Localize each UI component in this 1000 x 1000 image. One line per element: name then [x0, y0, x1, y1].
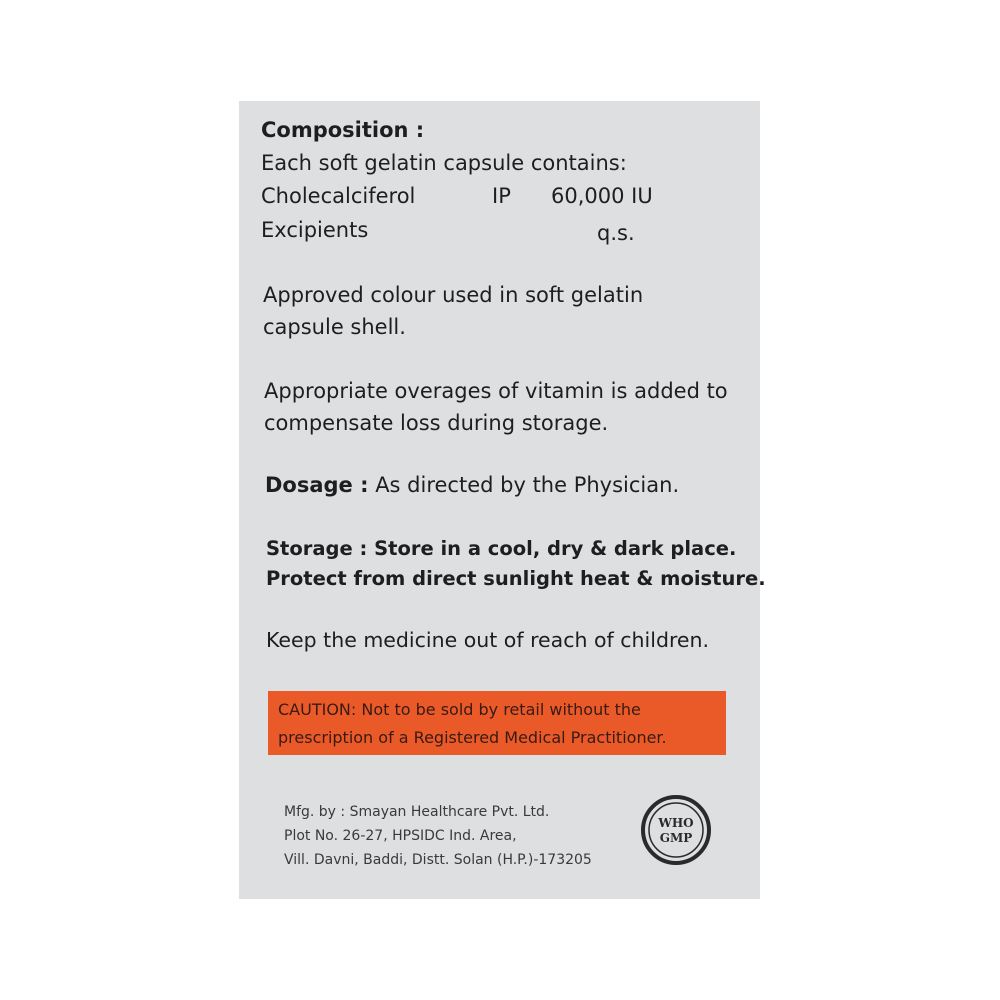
manufacturer-line3: Vill. Davni, Baddi, Distt. Solan (H.P.)-173205: [284, 852, 592, 868]
children-note: Keep the medicine out of reach of children.: [266, 628, 710, 652]
excipients-amount: q.s.: [597, 221, 635, 245]
ingredient-name: Cholecalciferol: [261, 184, 416, 208]
composition-intro: Each soft gelatin capsule contains:: [261, 151, 627, 175]
logo-text-gmp: GMP: [659, 831, 693, 845]
composition-heading: Composition :: [261, 118, 425, 142]
dosage-label: Dosage :: [265, 473, 369, 497]
label-card: [239, 101, 766, 899]
ingredient-amount: 60,000 IU: [551, 184, 653, 208]
storage-line2: Protect from direct sunlight heat & moisture.: [266, 567, 766, 590]
manufacturer-line2: Plot No. 26-27, HPSIDC Ind. Area,: [284, 828, 517, 844]
caution-line2: prescription of a Registered Medical Practitioner.: [278, 728, 667, 747]
manufacturer-line1: Mfg. by : Smayan Healthcare Pvt. Ltd.: [284, 804, 550, 820]
colour-note-line1: Approved colour used in soft gelatin: [263, 283, 644, 307]
overage-note-line2: compensate loss during storage.: [264, 411, 609, 435]
excipients-name: Excipients: [261, 218, 369, 242]
dosage-text: As directed by the Physician.: [368, 473, 680, 497]
colour-note-line2: capsule shell.: [263, 315, 406, 339]
caution-line1: CAUTION: Not to be sold by retail without the: [278, 700, 641, 719]
who-gmp-logo: [640, 794, 712, 866]
caution-box: [268, 691, 726, 755]
ingredient-standard: IP: [492, 184, 511, 208]
logo-text-who: WHO: [658, 816, 694, 830]
dosage-line: [265, 468, 679, 502]
overage-note-line1: Appropriate overages of vitamin is added to: [264, 379, 728, 403]
storage-line1: Storage : Store in a cool, dry & dark place.: [266, 537, 737, 560]
